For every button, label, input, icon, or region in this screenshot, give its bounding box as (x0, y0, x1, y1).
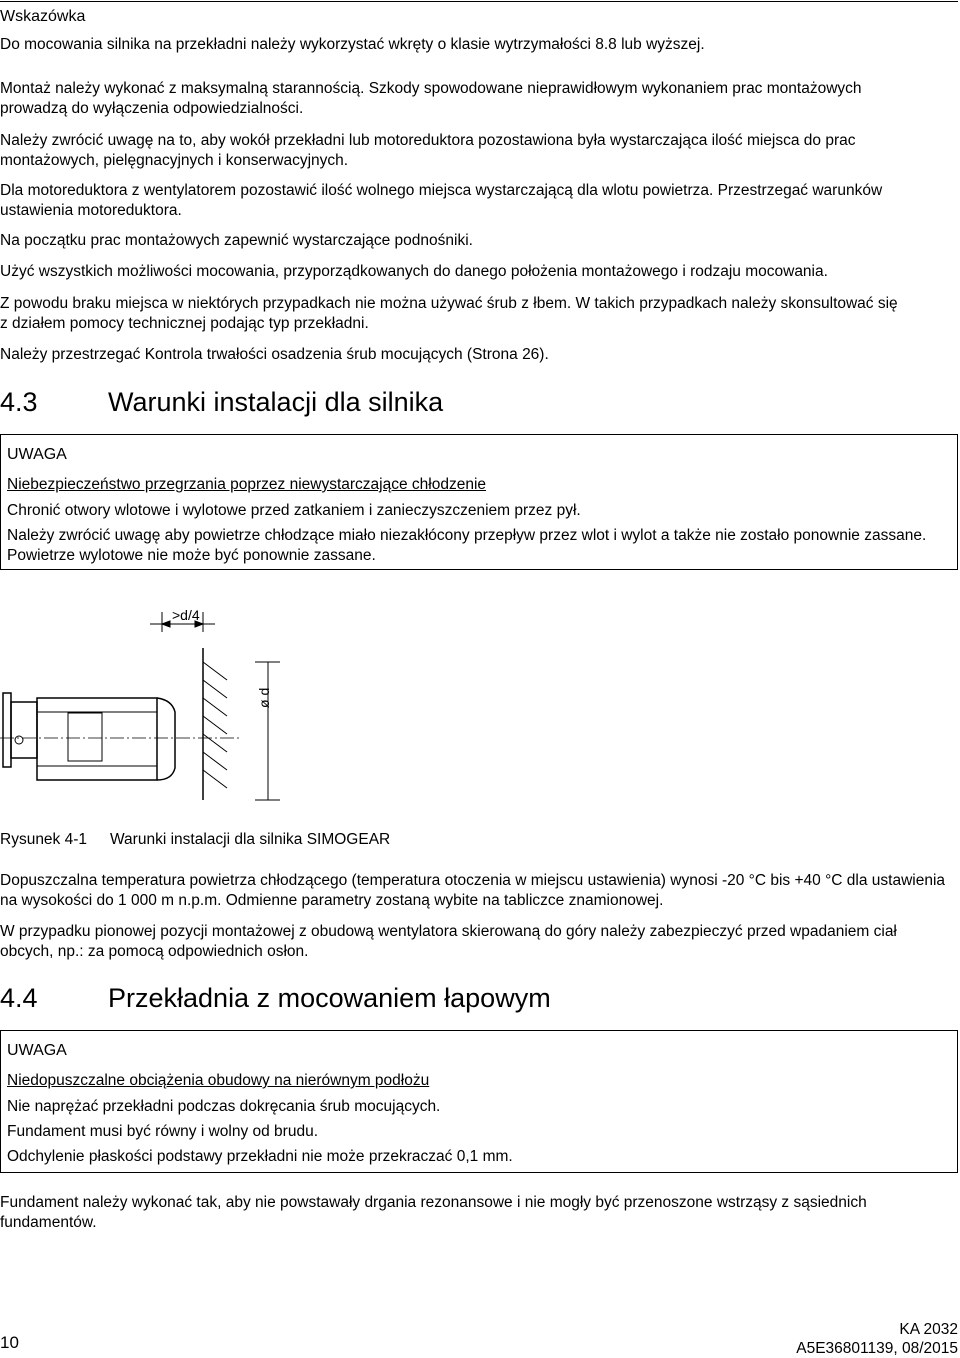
temperature-paragraph: Dopuszczalna temperatura powietrza chłodzącego (temperatura otoczenia w miejscu ustawienia) wynosi -20 °C bis +40 °C dla ustawienia na wysokości do 1 000 m n.p.m. Odmienne parametry zostaną wybite na tabliczce znamionowej. (0, 872, 946, 909)
section-heading-4-4 (0, 983, 551, 1014)
hint-title: Wskazówka (0, 8, 86, 25)
intro-paragraph-3: Dla motoreduktora z wentylatorem pozostawić ilość wolnego miejsca wystarczającą dla wlotu powietrza. Przestrzegać warunków ustawienia motoreduktora. (0, 182, 883, 219)
warning-line-1: Chronić otwory wlotowe i wylotowe przed zatkaniem i zanieczyszczeniem przez pył. (7, 502, 581, 519)
section-heading-4-3 (0, 387, 443, 418)
intro-paragraph-6: Z powodu braku miejsca w niektórych przypadkach nie można używać śrub z łbem. W takich przypadkach należy skonsultować się z działem pomocy technicznej podając typ przekładni. (0, 295, 898, 332)
diameter-dimension (255, 662, 280, 800)
warning-line-2: Należy zwrócić uwagę aby powietrze chłodzące miało niezakłócony przepływ przez wlot i wylot a także nie zostało ponownie zassane. Powietrze wylotowe nie może być ponownie zassane. (7, 527, 927, 564)
warning-line-2: Fundament musi być równy i wolny od brudu. (7, 1123, 319, 1140)
vertical-position-paragraph: W przypadku pionowej pozycji montażowej z obudową wentylatora skierowaną do góry należy zabezpieczyć przed wpadaniem ciał obcych, np.: za pomocą odpowiednich osłon. (0, 923, 897, 960)
foundation-paragraph: Fundament należy wykonać tak, aby nie powstawały drgania rezonansowe i nie mogły być przenoszone wstrząsy z sąsiednich fundamentów. (0, 1194, 867, 1231)
warning-line-3: Odchylenie płaskości podstawy przekładni nie może przekraczać 0,1 mm. (7, 1148, 513, 1165)
figure-caption-text: Warunki instalacji dla silnika SIMOGEAR (110, 831, 391, 848)
intro-paragraph-4: Na początku prac montażowych zapewnić wystarczające podnośniki. (0, 232, 473, 249)
figure-caption (0, 830, 390, 850)
warning-subtitle: Niebezpieczeństwo przegrzania poprzez niewystarczające chłodzenie (7, 476, 487, 493)
section-title: Przekładnia z mocowaniem łapowym (108, 983, 551, 1013)
figure-caption-number: Rysunek 4-1 (0, 831, 88, 848)
warning-caption: UWAGA (7, 1042, 67, 1059)
warning-line-1: Nie naprężać przekładni podczas dokręcania śrub mocujących. (7, 1098, 441, 1115)
footer-doc-info (796, 1320, 958, 1358)
section-number: 4.3 (0, 387, 38, 417)
doc-id: A5E36801139, 08/2015 (796, 1340, 958, 1357)
dimension-label: >d/4 (172, 607, 200, 623)
warning-subtitle: Niedopuszczalne obciążenia obudowy na nierównym podłożu (7, 1072, 430, 1089)
intro-paragraph-5: Użyć wszystkich możliwości mocowania, przyporządkowanych do danego położenia montażowego i rodzaju mocowania. (0, 263, 828, 280)
hint-text: Do mocowania silnika na przekładni należy wykorzystać wkręty o klasie wytrzymałości 8.8 lub wyższej. (0, 36, 705, 53)
section-title: Warunki instalacji dla silnika (108, 387, 444, 417)
warning-box-overheating (0, 434, 958, 570)
section-number: 4.4 (0, 983, 38, 1013)
intro-paragraph-7: Należy przestrzegać Kontrola trwałości osadzenia śrub mocujących (Strona 26). (0, 346, 549, 363)
motor-installation-figure (0, 600, 320, 820)
diameter-label: ø d (256, 687, 272, 708)
motor-body (3, 693, 175, 780)
hint-top-rule (0, 1, 958, 2)
doc-code: KA 2032 (899, 1321, 958, 1338)
warning-caption: UWAGA (7, 446, 67, 463)
intro-paragraph-2: Należy zwrócić uwagę na to, aby wokół przekładni lub motoreduktora pozostawiona była wystarczająca ilość miejsca do prac montażowych, pielęgnacyjnych i konserwacyjnych. (0, 132, 856, 169)
warning-box-foot-mounting (0, 1030, 958, 1173)
intro-paragraph-1: Montaż należy wykonać z maksymalną starannością. Szkody spowodowane nieprawidłowym wykonaniem prac montażowych prowadzą do wyłączenia odpowiedzialności. (0, 80, 862, 117)
page-number: 10 (0, 1333, 19, 1352)
wall-hatching (203, 662, 227, 788)
